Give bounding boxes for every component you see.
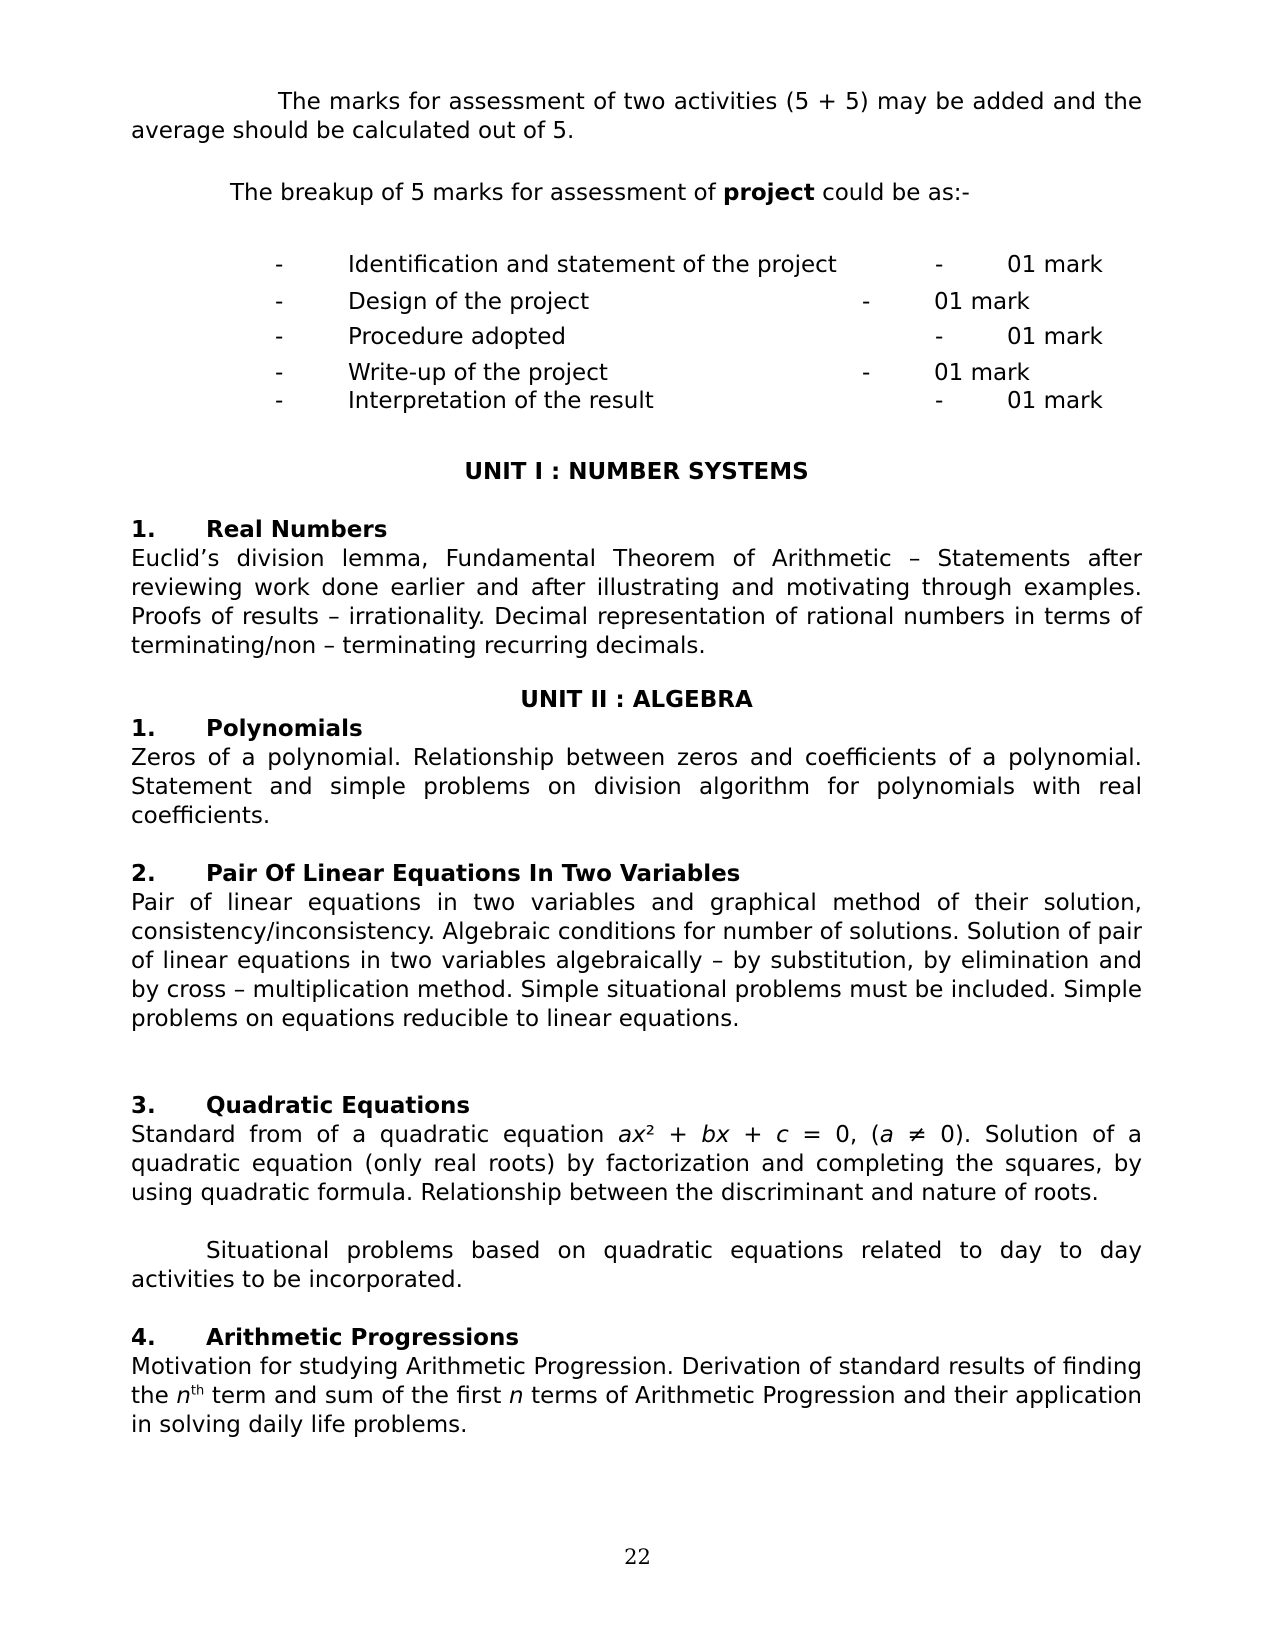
section-body: Pair of linear equations in two variables and graphical method of their solution, consistency/inconsistency. Algebraic conditions for number of solutions. Solution of pair of linear equations in two variables algebraically – by substitution, by elimination and by cross – multiplication method. Simple situational problems must be included. Simple problems on equations reducible to linear equations. — [131, 890, 1142, 1032]
section-body: Euclid’s division lemma, Fundamental Theorem of Arithmetic – Statements after reviewing work done earlier and after illustrating and motivating through examples. Proofs of results – irrationality. Decimal representation of rational numbers in terms of terminating/non – terminating recurring decimals. — [131, 546, 1142, 659]
section-heading: 1. Polynomials — [131, 716, 363, 742]
page-number: 22 — [624, 1545, 651, 1569]
breakup-mark: 01 mark — [1007, 324, 1103, 350]
section-heading: 1. Real Numbers — [131, 517, 388, 543]
section-heading: 2. Pair Of Linear Equations In Two Variables — [131, 861, 741, 887]
bullet: - — [275, 360, 284, 386]
breakup-mark: 01 mark — [934, 289, 1030, 315]
bullet: - — [275, 388, 284, 414]
section-body: Zeros of a polynomial. Relationship between zeros and coefficients of a polynomial. Statement and simple problems on division algorithm for polynomials with real coefficients. — [131, 745, 1142, 829]
intro-paragraph-2: The breakup of 5 marks for assessment of project could be as:- — [230, 180, 970, 206]
section-body: Situational problems based on quadratic equations related to day to day activities to be incorporated. — [131, 1238, 1142, 1293]
dash: - — [935, 252, 944, 278]
section-heading: 4. Arithmetic Progressions — [131, 1325, 520, 1351]
unit-2-title: UNIT II : ALGEBRA — [520, 687, 753, 713]
dash: - — [862, 289, 871, 315]
breakup-label: Interpretation of the result — [348, 388, 654, 414]
section-body: Standard from of a quadratic equation ax² + bx + c = 0, (a ≠ 0). Solution of a quadratic equation (only real roots) by factorization and completing the squares, by using quadratic formula. Relationship between the discriminant and nature of roots. — [131, 1122, 1142, 1206]
breakup-label: Identification and statement of the project — [348, 252, 837, 278]
section-heading: 3. Quadratic Equations — [131, 1093, 471, 1119]
breakup-mark: 01 mark — [1007, 252, 1103, 278]
dash: - — [935, 388, 944, 414]
bullet: - — [275, 289, 284, 315]
bullet: - — [275, 252, 284, 278]
dash: - — [862, 360, 871, 386]
unit-1-title: UNIT I : NUMBER SYSTEMS — [464, 459, 809, 485]
section-body: Motivation for studying Arithmetic Progression. Derivation of standard results of finding the $n^{th}$ term and sum of the first n terms of Arithmetic Progression and their application in solving daily life problems. — [131, 1354, 1142, 1438]
dash: - — [935, 324, 944, 350]
breakup-label: Write-up of the project — [348, 360, 608, 386]
breakup-label: Design of the project — [348, 289, 590, 315]
breakup-mark: 01 mark — [1007, 388, 1103, 414]
bullet: - — [275, 324, 284, 350]
breakup-mark: 01 mark — [934, 360, 1030, 386]
intro-paragraph-1: The marks for assessment of two activities (5 + 5) may be added and the average should be calculated out of 5. — [131, 89, 1142, 144]
breakup-label: Procedure adopted — [348, 324, 567, 350]
